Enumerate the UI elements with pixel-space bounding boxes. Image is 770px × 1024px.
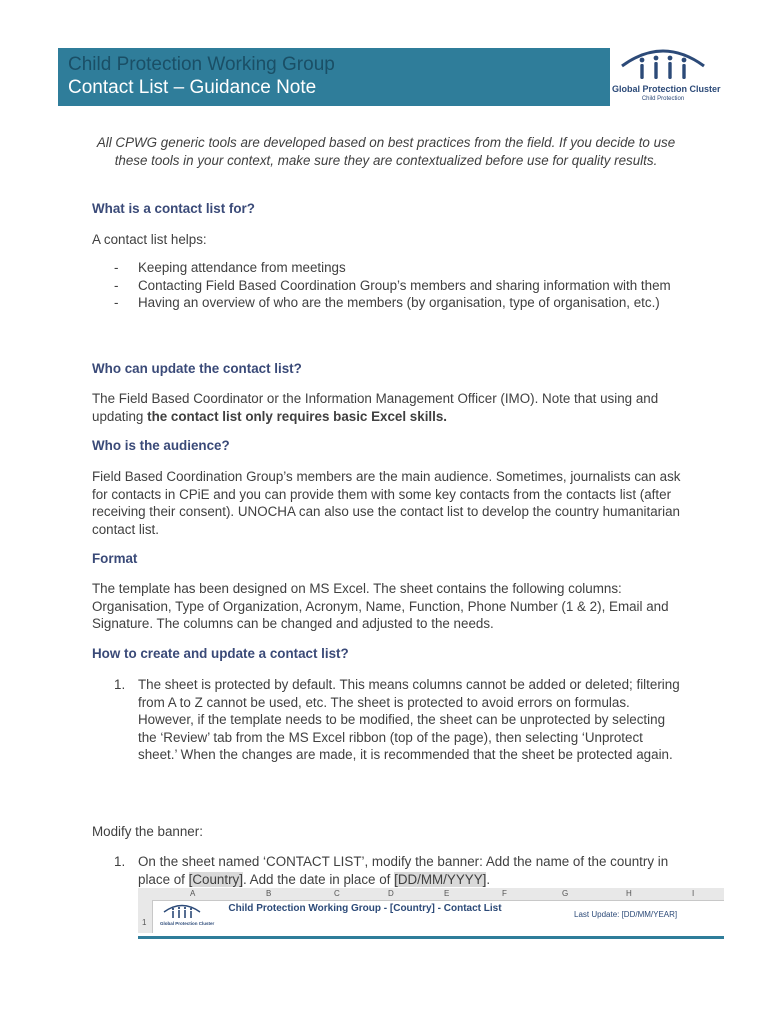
purpose-list — [92, 259, 684, 312]
column-letter: G — [562, 889, 569, 898]
list-item: - Contacting Field Based Coordination Group’s members and sharing information with them — [114, 277, 671, 293]
column-letter: H — [626, 889, 632, 898]
excel-logo-text: Global Protection Cluster — [160, 921, 215, 926]
column-letter: D — [388, 889, 394, 898]
steps-list — [92, 676, 684, 764]
country-placeholder: [Country] — [188, 871, 243, 887]
column-letter: B — [266, 889, 272, 898]
who-can-update-paragraph: The Field Based Coordinator or the Information Management Officer (IMO). Note that using and updating the contact list only requires basic Excel skills. — [92, 391, 659, 424]
heading-audience: Who is the audience? — [92, 438, 230, 453]
modify-banner-lead: Modify the banner: — [92, 824, 203, 839]
banner-subtitle: Contact List – Guidance Note — [68, 77, 317, 98]
people-arc-icon — [612, 44, 714, 84]
column-header-row — [138, 888, 724, 901]
banner-title: Child Protection Working Group — [68, 54, 335, 75]
column-letter: E — [444, 889, 450, 898]
column-letter: A — [190, 889, 196, 898]
list-item: - Keeping attendance from meetings — [114, 260, 346, 275]
heading-format: Format — [92, 551, 138, 566]
contact-list-lead: A contact list helps: — [92, 232, 207, 247]
header-banner — [58, 48, 610, 106]
date-placeholder: [DD/MM/YYYY] — [394, 871, 487, 887]
row-number: 1 — [142, 918, 147, 927]
column-letter: C — [334, 889, 340, 898]
logo-subtitle: Child Protection — [641, 96, 685, 102]
logo-title: Global Protection Cluster — [612, 84, 721, 94]
heading-how-to-create: How to create and update a contact list? — [92, 646, 349, 661]
banner-steps-list — [92, 853, 684, 888]
column-letter: I — [692, 889, 695, 898]
list-item: 1. On the sheet named ‘CONTACT LIST’, modify the banner: Add the name of the country in place of [Country]. Add the date in place of [DD/MM/YYYY]. — [114, 854, 669, 887]
people-arc-icon — [160, 902, 204, 920]
audience-paragraph: Field Based Coordination Group’s members are the main audience. Sometimes, journalists can ask for contacts in CPiE and you can provide them with some key contacts from the contacts list (after receiving their consent). UNOCHA can also use the contact list to develop the country humanitarian contact list. — [92, 469, 681, 537]
row-header — [138, 900, 153, 933]
excel-gpc-logo — [160, 902, 215, 932]
intro-paragraph: All CPWG generic tools are developed based on best practices from the field. If you decide to use these tools in your context, make sure they are contextualized before use for quality results. — [96, 135, 676, 168]
excel-banner-title: Child Protection Working Group - [Country] - Contact List — [228, 903, 502, 914]
heading-who-can-update: Who can update the contact list? — [92, 361, 302, 376]
excel-banner-preview — [138, 888, 724, 939]
excel-last-update: Last Update: [DD/MM/YEAR] — [574, 910, 678, 919]
column-letter: F — [502, 889, 507, 898]
list-item: 1. The sheet is protected by default. This means columns cannot be added or deleted; filtering from A to Z cannot be used, etc. The sheet is protected to avoid errors on formulas. However, if the template needs to be modified, the sheet can be unprotected by selecting the ‘Review’ tab from the MS Excel ribbon (top of the page), then selecting ‘Unprotect sheet.’ When the changes are made, it is recommended that the sheet be protected again. — [114, 677, 680, 762]
global-protection-cluster-logo — [612, 44, 721, 108]
heading-what-is-contact-list: What is a contact list for? — [92, 201, 255, 216]
list-item: - Having an overview of who are the members (by organisation, type of organisation, etc.) — [114, 295, 660, 310]
format-paragraph: The template has been designed on MS Excel. The sheet contains the following columns: Organisation, Type of Organization, Acronym, Name, Function, Phone Number (1 & 2), Email and Signature. The columns can be changed and adjusted to the needs. — [92, 581, 669, 631]
